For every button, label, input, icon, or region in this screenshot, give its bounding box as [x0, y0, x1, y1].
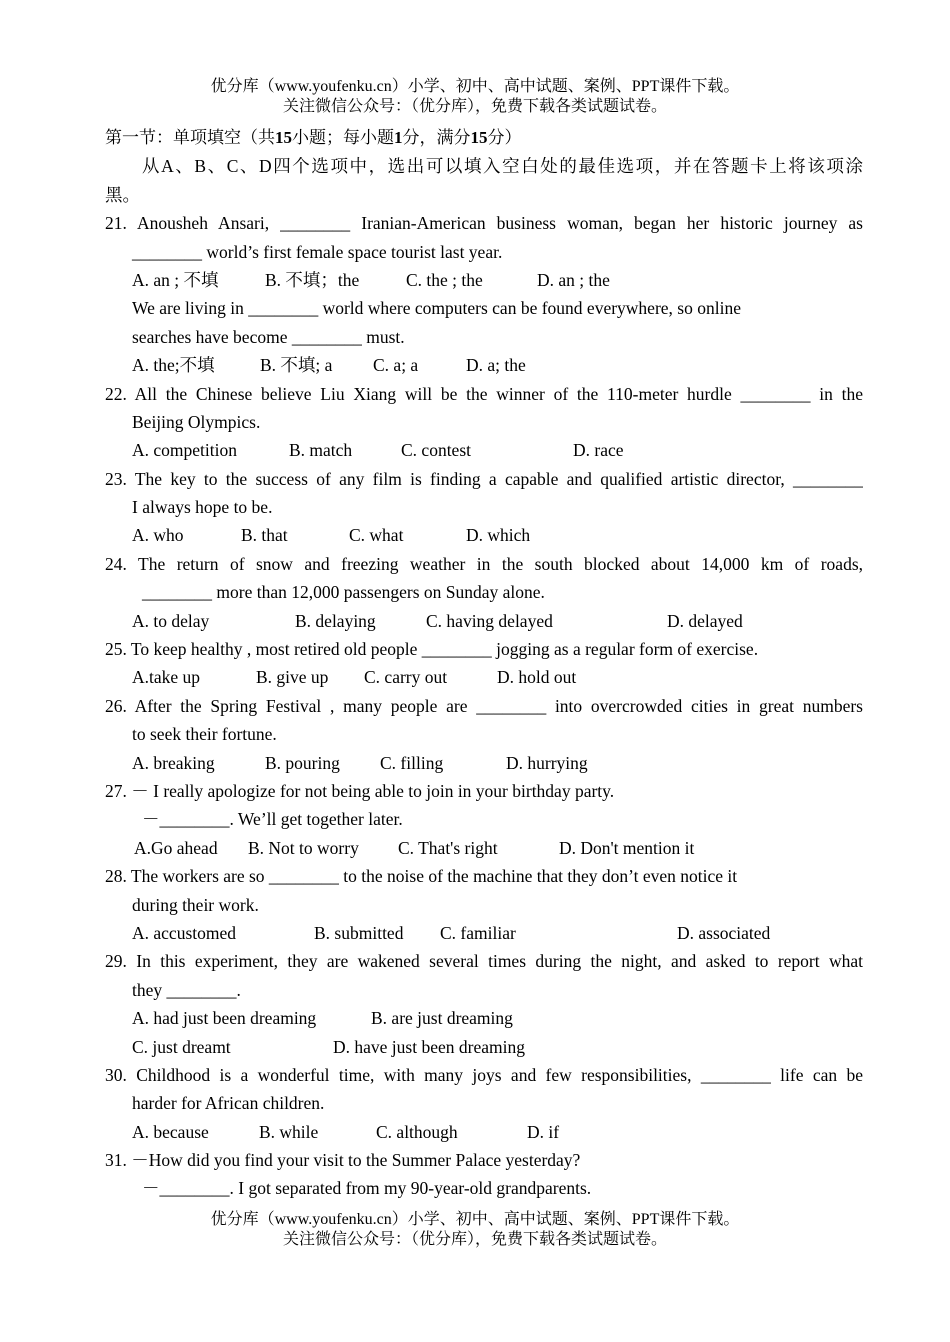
question-27-line-1: 27. － I really apologize for not being able to join in your birthday party.	[105, 780, 615, 801]
question-21-options	[105, 266, 863, 294]
question-24-line-2: ________ more than 12,000 passengers on Sunday alone.	[142, 582, 545, 603]
question-31-line-2: －________. I got separated from my 90-year-old grandparents.	[142, 1178, 592, 1199]
section-instruction-cont: 黑。	[105, 184, 140, 205]
option-c: C. although	[376, 1121, 458, 1142]
option-b: B. submitted	[314, 922, 404, 943]
question-26-line-1: 26. After the Spring Festival , many people are ________ into overcrowded cities in great numbers	[105, 695, 863, 716]
header-line-2: 关注微信公众号：（优分库），免费下载各类试题试卷。	[282, 98, 667, 115]
option-a: A. because	[132, 1121, 209, 1142]
option-a: A. an ; 不填	[132, 269, 219, 290]
option-c: C. having delayed	[426, 610, 553, 631]
option-b: B. give up	[256, 667, 329, 688]
option-c: C. a; a	[373, 355, 419, 376]
option-d: D. delayed	[667, 610, 743, 631]
question-22-line-2: Beijing Olympics.	[132, 411, 261, 432]
section-instruction: 从A、B、C、D四个选项中，选出可以填入空白处的最佳选项，并在答题卡上将该项涂	[142, 156, 863, 177]
question-24-options	[105, 607, 863, 635]
question-27-line-2: －________. We’ll get together later.	[142, 809, 403, 830]
option-d: D. race	[573, 440, 624, 461]
option-d: D. have just been dreaming	[333, 1036, 525, 1057]
question-24-line-1: 24. The return of snow and freezing weather in the south blocked about 14,000 km of roads,	[105, 553, 863, 574]
question-22-line-1: 22. All the Chinese believe Liu Xiang will be the winner of the 110-meter hurdle ________ in the	[105, 383, 863, 404]
option-d: D. hurrying	[506, 752, 588, 773]
question-30-line-1: 30. Childhood is a wonderful time, with many joys and few responsibilities, ________ life can be	[105, 1064, 863, 1085]
question-22-options	[105, 436, 863, 464]
option-b: B. Not to worry	[248, 837, 359, 858]
question-21b-options	[105, 351, 863, 379]
option-b: B. are just dreaming	[371, 1008, 513, 1029]
question-26-options	[105, 749, 863, 777]
question-29-options-2	[105, 1033, 863, 1061]
option-d: D. Don't mention it	[559, 837, 695, 858]
header-line-1: 优分库（www.youfenku.cn）小学、初中、高中试题、案例、PPT课件下载。	[210, 78, 740, 95]
section-title: 第一节：单项填空（共15小题；每小题1分，满分15分）	[105, 128, 522, 147]
option-b: B. pouring	[265, 752, 340, 773]
question-25-options	[105, 663, 863, 691]
option-a: A. had just been dreaming	[132, 1008, 317, 1029]
option-a: A. the;不填	[132, 355, 215, 376]
option-b: B. 不填；the	[265, 269, 360, 290]
option-c: C. familiar	[440, 922, 516, 943]
option-c: C. That's right	[398, 837, 498, 858]
option-b: B. that	[241, 525, 288, 546]
exam-content	[105, 124, 863, 1203]
question-21b-line-1: We are living in ________ world where computers can be found everywhere, so online	[132, 298, 741, 319]
question-29-options-1	[105, 1004, 863, 1032]
option-d: D. associated	[677, 922, 771, 943]
question-23-options	[105, 521, 863, 549]
page-header	[0, 77, 950, 117]
question-30-options	[105, 1118, 863, 1146]
option-b: B. while	[259, 1121, 319, 1142]
question-25-line-1: 25. To keep healthy , most retired old people ________ jogging as a regular form of exercise.	[105, 639, 759, 660]
question-30-line-2: harder for African children.	[132, 1093, 325, 1114]
question-21b-line-2: searches have become ________ must.	[132, 326, 405, 347]
option-a: A. who	[132, 525, 184, 546]
footer-line-2: 关注微信公众号：（优分库），免费下载各类试题试卷。	[282, 1231, 667, 1248]
question-21-line-1: 21. Anousheh Ansari, ________ Iranian-American business woman, began her historic journey as	[105, 213, 863, 234]
footer-line-1: 优分库（www.youfenku.cn）小学、初中、高中试题、案例、PPT课件下载。	[210, 1211, 740, 1228]
question-29-line-1: 29. In this experiment, they are wakened several times during the night, and asked to report what	[105, 951, 863, 972]
option-c: C. contest	[401, 440, 471, 461]
option-c: C. filling	[380, 752, 444, 773]
option-a: A. to delay	[132, 610, 210, 631]
option-c: C. the ; the	[406, 269, 483, 290]
option-a: A. accustomed	[132, 922, 236, 943]
question-28-line-1: 28. The workers are so ________ to the noise of the machine that they don’t even notice it	[105, 866, 738, 887]
option-d: D. an ; the	[537, 269, 610, 290]
question-29-line-2: they ________.	[132, 979, 241, 1000]
question-26-line-2: to seek their fortune.	[132, 724, 277, 745]
option-a: A.take up	[132, 667, 201, 688]
question-21-line-2: ________ world’s first female space tourist last year.	[132, 241, 503, 262]
option-d: D. which	[466, 525, 531, 546]
question-27-options	[105, 834, 863, 862]
option-c: C. just dreamt	[132, 1036, 231, 1057]
question-28-options	[105, 919, 863, 947]
option-d: D. if	[527, 1121, 560, 1142]
option-a: A.Go ahead	[134, 837, 218, 858]
option-a: A. breaking	[132, 752, 215, 773]
option-d: D. a; the	[466, 355, 526, 376]
option-c: C. what	[349, 525, 404, 546]
question-31-line-1: 31. －How did you find your visit to the Summer Palace yesterday?	[105, 1150, 581, 1171]
page-footer	[0, 1210, 950, 1250]
option-b: B. match	[289, 440, 353, 461]
option-c: C. carry out	[364, 667, 448, 688]
option-d: D. hold out	[497, 667, 577, 688]
question-23-line-1: 23. The key to the success of any film is finding a capable and qualified artistic director, ________	[105, 468, 863, 489]
option-b: B. 不填; a	[260, 355, 333, 376]
option-a: A. competition	[132, 440, 237, 461]
question-28-line-2: during their work.	[132, 894, 259, 915]
option-b: B. delaying	[295, 610, 376, 631]
question-23-line-2: I always hope to be.	[132, 497, 273, 518]
